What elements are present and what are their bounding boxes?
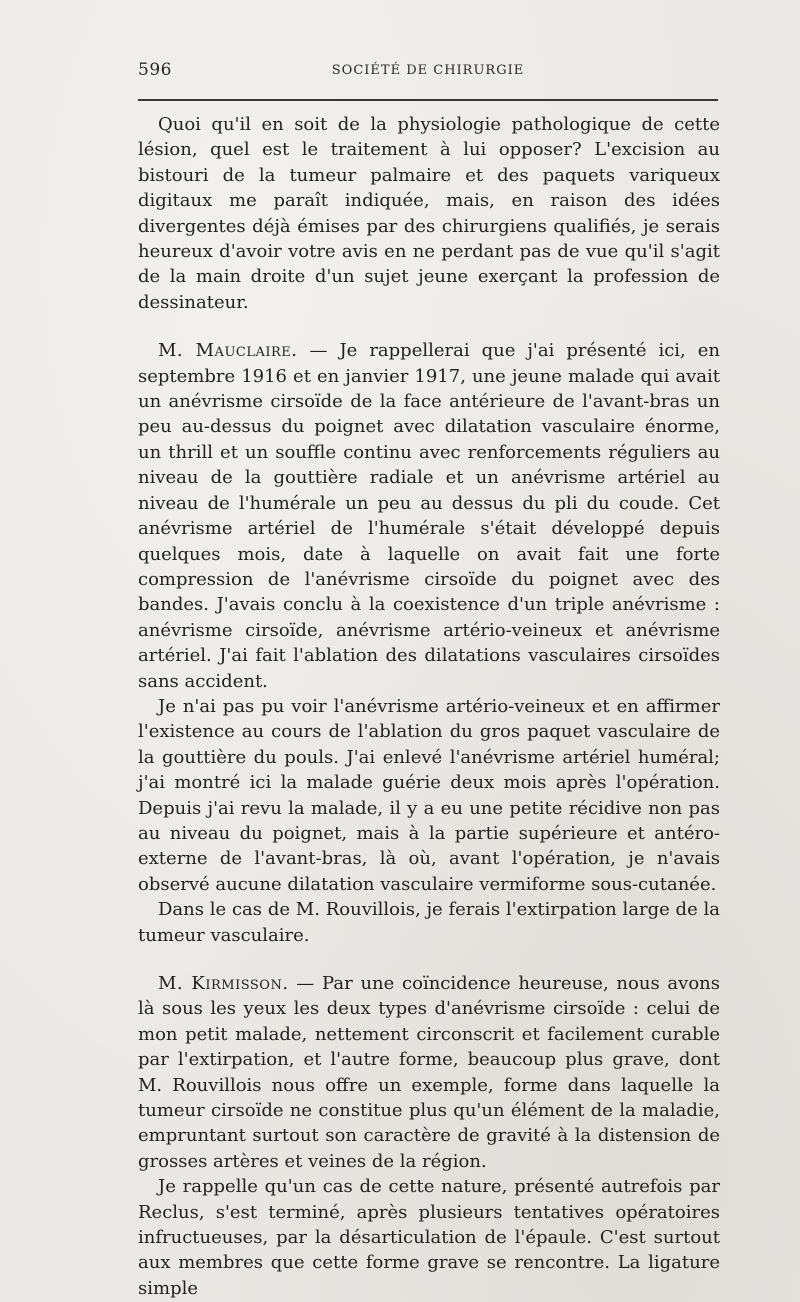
paragraph-rouvillois-question <box>138 112 720 315</box>
page-number: 596 <box>138 60 172 80</box>
speaker-name: M. Kirmisson. <box>158 973 289 994</box>
paragraph-text: — Je rappellerai que j'ai présenté ici, en septembre 1916 et en janvier 1917, une jeune malade qui avait un anévrisme cirsoïde de la face antérieure de l'avant-bras un peu au-dessus du poignet avec dilatation vasculaire énorme, un thrill et un souffle continu avec renforcements réguliers au niveau de la gouttière radiale et un anévrisme artériel au niveau de l'humérale un peu au dessus du pli du coude. Cet anévrisme artériel de l'humérale s'était développé depuis quelques mois, date à laquelle on avait fait une forte compression de l'anévrisme cirsoïde du poignet avec des bandes. J'avais conclu à la coexistence d'un triple anévrisme : anévrisme cirsoïde, anévrisme artério-veineux et anévrisme artériel. J'ai fait l'ablation des dilatations vasculaires cirsoïdes sans accident. <box>138 340 720 692</box>
paragraph-text: Dans le cas de M. Rouvillois, je ferais l'extirpation large de la tumeur vasculaire. <box>138 899 720 946</box>
paragraph-text: Je n'ai pas pu voir l'anévrisme artério-veineux et en affirmer l'existence au cours de l'ablation du gros paquet vasculaire de la gouttière du pouls. J'ai enlevé l'anévrisme artériel huméral; j'ai montré ici la malade guérie deux mois après l'opération. Depuis j'ai revu la malade, il y a eu une petite récidive non pas au niveau du poignet, mais à la partie supérieure et antéro-externe de l'avant-bras, là où, avant l'opération, je n'avais observé aucune dilatation vasculaire vermiforme sous-cutanée. <box>138 695 720 895</box>
header-rule <box>138 99 718 101</box>
body-text <box>138 112 720 1301</box>
speaker-name: M. Mauclaire. <box>158 340 298 362</box>
paragraph-kirmisson <box>138 971 720 1174</box>
paragraph-mauclaire <box>138 338 720 694</box>
page-header <box>138 58 718 88</box>
paragraph-text: — Par une coïncidence heureuse, nous avons là sous les yeux les deux types d'anévrisme cirsoïde : celui de mon petit malade, nettement circonscrit et facilement curable par l'extirpation, et l'autre forme, beaucoup plus grave, dont M. Rouvillois nous offre un exemple, forme dans laquelle la tumeur cirsoïde ne constitue plus qu'un élément de la maladie, empruntant surtout son caractère de gravité à la distension de grosses artères et veines de la région. <box>138 973 721 1172</box>
paragraph-kirmisson-continued <box>138 1174 720 1301</box>
paragraph-text: Quoi qu'il en soit de la physiologie pathologique de cette lésion, quel est le traitement à lui opposer? L'excision au bistouri de la tumeur palmaire et des paquets variqueux digitaux me paraît indiquée, mais, en raison des idées divergentes déjà émises par des chirurgiens qualifiés, je serais heureux d'avoir votre avis en ne perdant pas de vue qu'il s'agit de la main droite d'un sujet jeune exerçant la profession de dessinateur. <box>138 114 720 313</box>
running-title: SOCIÉTÉ DE CHIRURGIE <box>331 63 525 78</box>
paragraph-mauclaire-conclusion <box>138 897 720 948</box>
paragraph-text: Je rappelle qu'un cas de cette nature, présenté autrefois par Reclus, s'est terminé, après plusieurs tentatives opératoires infructueuses, par la désarticulation de l'épaule. C'est surtout aux membres que cette forme grave se rencontre. La ligature simple <box>138 1176 720 1299</box>
paragraph-mauclaire-continued <box>138 694 720 897</box>
